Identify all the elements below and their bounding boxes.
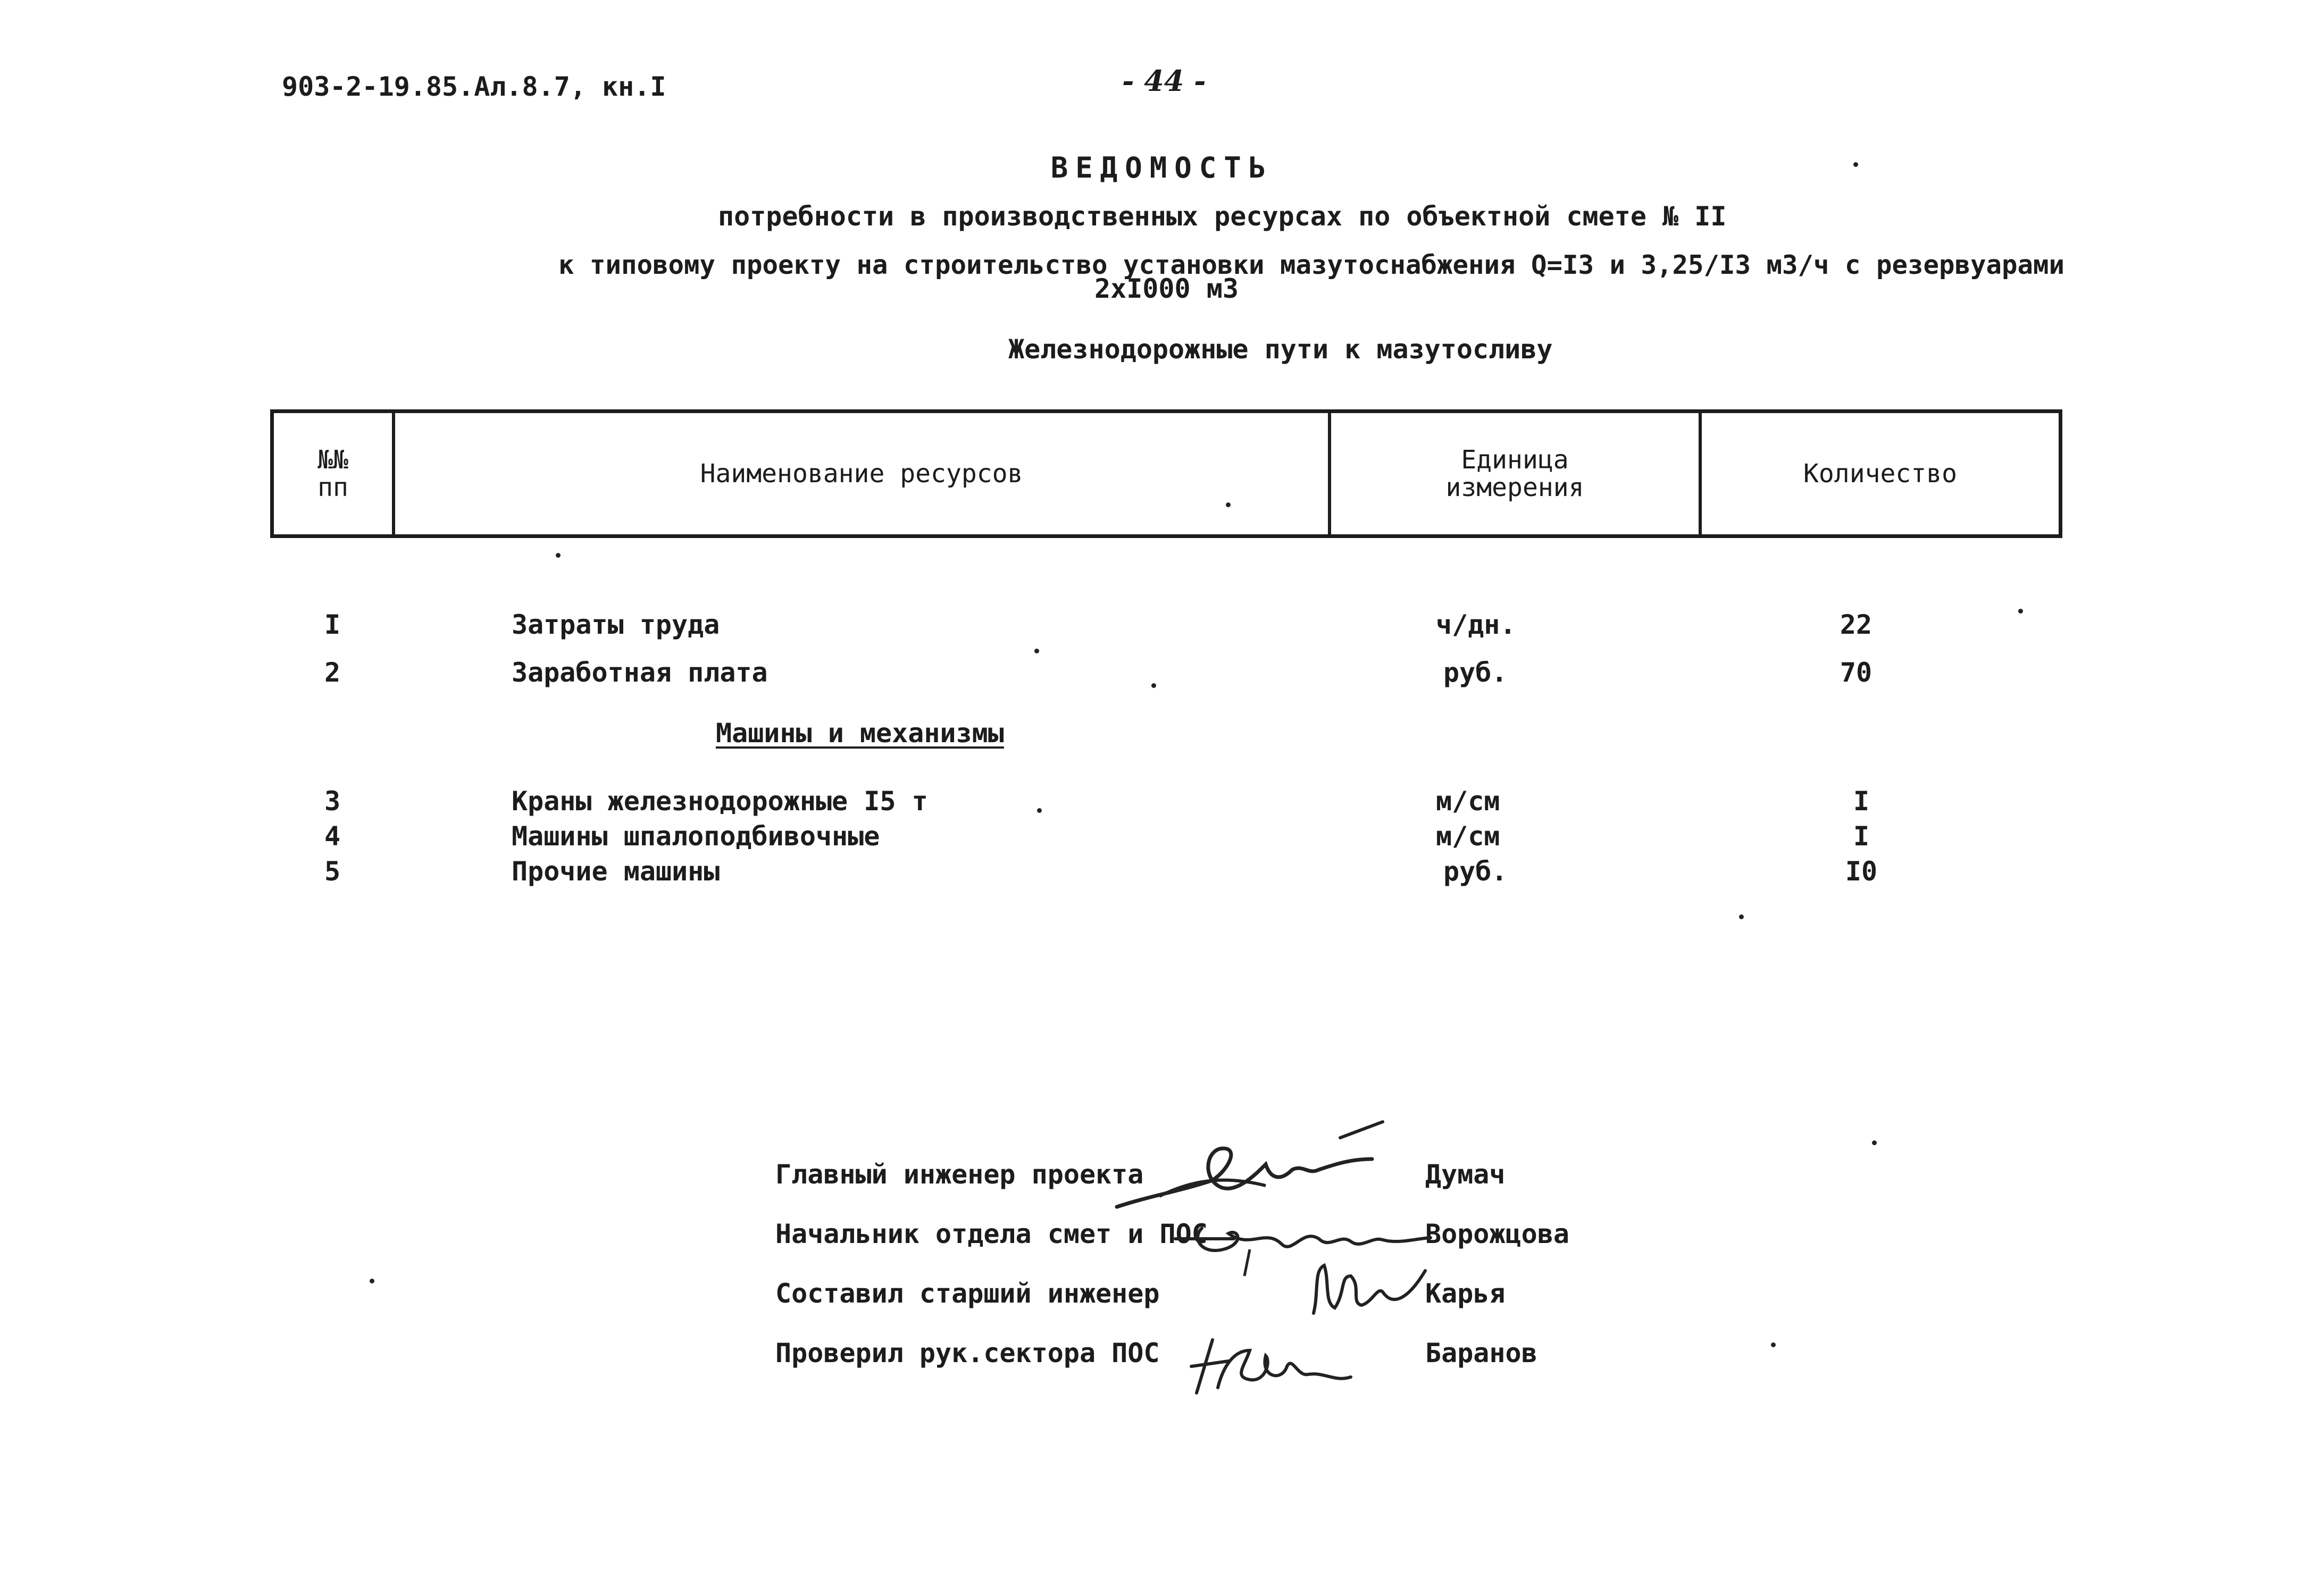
row-resource-name: Затраты труда xyxy=(512,609,720,640)
row-unit: руб. xyxy=(1443,657,1508,688)
row-number: 2 xyxy=(324,657,341,688)
machines-heading: Машины и механизмы xyxy=(716,718,1004,749)
header-cell-quantity xyxy=(1699,413,2059,534)
scan-speck xyxy=(1151,683,1156,688)
row-number: 5 xyxy=(324,856,341,887)
resources-table-header xyxy=(270,409,2062,538)
scan-speck xyxy=(1226,502,1231,507)
scan-speck xyxy=(2018,609,2023,614)
row-quantity: I xyxy=(1853,786,1870,817)
signature-scribble-senior-engineer xyxy=(1303,1260,1431,1319)
signature-role: Начальник отдела смет и ПОС xyxy=(775,1219,1208,1249)
row-resource-name: Краны железнодорожные I5 т xyxy=(512,786,928,817)
row-unit: м/см xyxy=(1436,786,1500,817)
row-unit: ч/дн. xyxy=(1436,609,1516,640)
signature-role: Главный инженер проекта xyxy=(775,1159,1144,1190)
document-code: 903-2-19.85.Ал.8.7, кн.I xyxy=(282,71,666,102)
header-cell-unit xyxy=(1328,413,1699,534)
scan-speck xyxy=(1872,1140,1877,1145)
header-cell-name xyxy=(392,413,1328,534)
project-line-2: 2хI000 м3 xyxy=(1094,273,1239,304)
row-resource-name: Прочие машины xyxy=(512,856,720,887)
row-quantity: I0 xyxy=(1845,856,1878,887)
section-title: Железнодорожные пути к мазутосливу xyxy=(1008,334,1553,365)
row-quantity: 22 xyxy=(1840,609,1872,640)
row-unit: руб. xyxy=(1443,856,1508,887)
project-line-1: к типовому проекту на строительство установки мазутоснабжения Q=I3 и 3,25/I3 м3/ч с резервуарами xyxy=(558,250,2065,280)
header-cell-number xyxy=(274,413,392,534)
header-name-label: Наименование ресурсов xyxy=(700,459,1023,489)
scan-speck xyxy=(370,1279,374,1283)
row-quantity: I xyxy=(1853,821,1870,852)
row-number: 4 xyxy=(324,821,341,852)
row-number: I xyxy=(324,609,341,640)
signature-name: Карья xyxy=(1425,1278,1506,1309)
scan-speck xyxy=(1853,162,1858,167)
header-number-line1: №№ xyxy=(317,445,348,475)
row-number: 3 xyxy=(324,786,341,817)
scan-speck xyxy=(556,553,561,558)
row-unit: м/см xyxy=(1436,821,1500,852)
signature-role: Проверил рук.сектора ПОС xyxy=(775,1338,1160,1368)
header-number-line2: пп xyxy=(317,473,348,502)
scan-speck xyxy=(1034,649,1039,653)
row-resource-name: Машины шпалоподбивочные xyxy=(512,821,880,852)
header-quantity-label: Количество xyxy=(1803,459,1957,489)
scan-speck xyxy=(1739,914,1744,919)
page-number: - 44 - xyxy=(1122,64,1206,98)
signature-name: Думач xyxy=(1425,1159,1506,1190)
signature-name: Баранов xyxy=(1425,1338,1537,1368)
signature-role: Составил старший инженер xyxy=(775,1278,1160,1309)
row-quantity: 70 xyxy=(1840,657,1872,688)
header-unit-line2: измерения xyxy=(1445,473,1584,502)
row-resource-name: Заработная плата xyxy=(512,657,768,688)
scan-speck xyxy=(1771,1342,1776,1347)
document-subtitle: потребности в производственных ресурсах по объектной смете № II xyxy=(718,201,1727,232)
signature-name: Ворожцова xyxy=(1425,1219,1569,1249)
scan-speck xyxy=(1037,808,1042,813)
document-title: ВЕДОМОСТЬ xyxy=(1050,151,1274,184)
signature-scribble-sector-head xyxy=(1186,1329,1356,1398)
header-unit-line1: Единица xyxy=(1461,445,1569,475)
